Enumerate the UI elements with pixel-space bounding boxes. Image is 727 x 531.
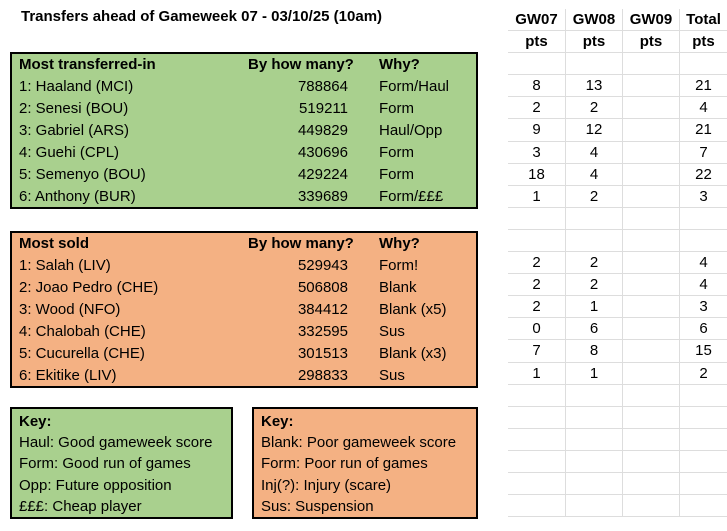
- transfer-count: 301513: [297, 344, 348, 362]
- table-row: [12, 320, 476, 342]
- points-cell: [622, 451, 679, 472]
- table-row: [12, 185, 476, 207]
- points-row: [508, 429, 727, 451]
- points-cell: [508, 208, 565, 229]
- transfer-count: 506808: [297, 279, 348, 297]
- points-row: [508, 142, 727, 164]
- points-cell: [565, 208, 622, 229]
- points-cell: [622, 296, 679, 317]
- points-row: [508, 495, 727, 517]
- points-cell: pts: [565, 31, 622, 52]
- points-cell: [622, 274, 679, 295]
- points-cell: [679, 208, 727, 229]
- points-cell: [622, 142, 679, 163]
- points-cell: [622, 230, 679, 251]
- player-name: 6: Anthony (BUR): [19, 187, 136, 205]
- points-cell: 21: [679, 75, 727, 96]
- points-cell: 4: [565, 142, 622, 163]
- key-title: Key:: [261, 413, 294, 430]
- key-box-most-sold: [252, 407, 478, 519]
- table-row: [12, 364, 476, 386]
- key-line: Sus: Suspension: [261, 497, 374, 515]
- table-header-row: [12, 54, 476, 76]
- key-box-transfers-in: [10, 407, 233, 519]
- points-cell: [679, 495, 727, 516]
- points-cell: 8: [532, 77, 541, 95]
- player-name: 2: Senesi (BOU): [19, 100, 129, 118]
- key-line: Blank: Poor gameweek score: [261, 434, 457, 452]
- player-name: 3: Wood (NFO): [19, 301, 121, 318]
- player-name: 5: Semenyo (BOU): [19, 165, 146, 183]
- points-row: [508, 164, 727, 186]
- points-cell: 1: [532, 364, 541, 382]
- points-row: [508, 473, 727, 495]
- points-cell: 4: [679, 252, 727, 273]
- points-cell: 9: [532, 121, 541, 139]
- points-cell: [508, 451, 565, 472]
- key-line: Form: Good run of games: [19, 455, 191, 473]
- table-row: [12, 120, 476, 142]
- points-cell: [622, 119, 679, 140]
- table-row: [12, 98, 476, 120]
- points-cell: [622, 97, 679, 118]
- points-cell: 2: [565, 274, 622, 295]
- transfer-reason: Form: [379, 165, 414, 183]
- table-header-row: [12, 233, 476, 255]
- key-line: £££: Cheap player: [19, 497, 142, 515]
- table-title: Most transferred-in: [19, 56, 156, 74]
- points-row: [508, 9, 727, 31]
- points-cell: [508, 495, 565, 516]
- points-cell: [679, 230, 727, 251]
- points-cell: 2: [565, 186, 622, 207]
- points-cell: Total: [679, 9, 727, 30]
- points-cell: [622, 53, 679, 74]
- points-cell: [622, 363, 679, 384]
- points-row: [508, 340, 727, 362]
- count-header: By how many?: [248, 235, 354, 253]
- points-cell: [565, 230, 622, 251]
- points-cell: 21: [679, 119, 727, 140]
- transfer-reason: Form: [379, 100, 414, 118]
- points-cell: 2: [532, 298, 541, 316]
- key-title: Key:: [19, 413, 52, 430]
- points-cell: [622, 429, 679, 450]
- points-cell: [565, 407, 622, 428]
- points-cell: [679, 407, 727, 428]
- points-cell: [565, 385, 622, 406]
- transfer-reason: Blank (x5): [379, 301, 447, 318]
- points-cell: [508, 407, 565, 428]
- points-cell: 1: [565, 363, 622, 384]
- points-cell: [622, 318, 679, 339]
- points-cell: 8: [565, 340, 622, 361]
- points-cell: [679, 451, 727, 472]
- table-row: [12, 342, 476, 364]
- points-cell: 4: [565, 164, 622, 185]
- points-cell: [565, 495, 622, 516]
- points-cell: 0: [532, 320, 541, 338]
- points-cell: [622, 186, 679, 207]
- transfer-reason: Form: [379, 143, 414, 161]
- points-cell: 7: [679, 142, 727, 163]
- table-row: [12, 76, 476, 98]
- points-cell: [679, 385, 727, 406]
- points-cell: 2: [532, 276, 541, 294]
- transfer-reason: Form/Haul: [379, 78, 450, 96]
- points-cell: [508, 230, 565, 251]
- points-grid: [508, 9, 727, 517]
- points-cell: [565, 473, 622, 494]
- points-cell: [508, 53, 565, 74]
- table-row: [12, 299, 476, 321]
- points-cell: 6: [679, 318, 727, 339]
- transfer-reason: Sus: [379, 322, 405, 340]
- points-cell: GW07: [515, 11, 558, 28]
- points-cell: [622, 340, 679, 361]
- points-cell: 12: [565, 119, 622, 140]
- transfer-reason: Sus: [379, 366, 405, 384]
- table-title: Most sold: [19, 235, 89, 253]
- points-cell: [622, 208, 679, 229]
- points-cell: GW08: [565, 9, 622, 30]
- points-row: [508, 451, 727, 473]
- table-row: [12, 255, 476, 277]
- points-cell: 3: [532, 143, 541, 161]
- points-cell: [622, 385, 679, 406]
- points-cell: [622, 495, 679, 516]
- points-row: [508, 53, 727, 75]
- points-row: [508, 407, 727, 429]
- points-row: [508, 186, 727, 208]
- points-cell: 6: [565, 318, 622, 339]
- points-row: [508, 385, 727, 407]
- transfer-count: 384412: [297, 301, 348, 318]
- points-cell: [679, 473, 727, 494]
- transfer-count: 298833: [297, 366, 348, 384]
- transfer-count: 430696: [297, 143, 348, 161]
- points-cell: 2: [565, 252, 622, 273]
- transfer-count: 449829: [297, 122, 348, 139]
- points-cell: [565, 451, 622, 472]
- points-cell: pts: [679, 31, 727, 52]
- points-cell: 1: [532, 187, 541, 205]
- player-name: 3: Gabriel (ARS): [19, 122, 130, 139]
- transfer-reason: Blank: [379, 279, 417, 297]
- player-name: 6: Ekitike (LIV): [19, 366, 117, 384]
- points-row: [508, 97, 727, 119]
- points-cell: 4: [679, 274, 727, 295]
- why-header: Why?: [379, 56, 420, 74]
- transfer-reason: Form!: [379, 257, 419, 275]
- transfer-count: 339689: [297, 187, 348, 205]
- points-cell: [622, 473, 679, 494]
- transfer-count: 429224: [297, 165, 348, 183]
- points-cell: 2: [565, 97, 622, 118]
- points-row: [508, 31, 727, 53]
- points-row: [508, 296, 727, 318]
- table-row: [12, 141, 476, 163]
- transfer-reason: Blank (x3): [379, 344, 447, 362]
- why-header: Why?: [379, 235, 420, 253]
- table-row: [12, 277, 476, 299]
- key-line: Form: Poor run of games: [261, 455, 428, 473]
- points-cell: pts: [622, 31, 679, 52]
- transfer-count: 519211: [299, 100, 348, 118]
- most-transferred-in-table: [10, 52, 478, 209]
- table-row: [12, 163, 476, 185]
- transfer-count: 529943: [297, 257, 348, 275]
- points-row: [508, 230, 727, 252]
- points-cell: 7: [532, 342, 541, 360]
- page-title: Transfers ahead of Gameweek 07 - 03/10/25 (10am): [21, 8, 383, 25]
- player-name: 4: Chalobah (CHE): [19, 322, 146, 340]
- points-cell: [565, 429, 622, 450]
- points-cell: 15: [679, 340, 727, 361]
- points-row: [508, 318, 727, 340]
- points-row: [508, 274, 727, 296]
- points-cell: 4: [679, 97, 727, 118]
- points-row: [508, 75, 727, 97]
- player-name: 5: Cucurella (CHE): [19, 344, 145, 362]
- points-row: [508, 363, 727, 385]
- key-line: Inj(?): Injury (scare): [261, 476, 392, 494]
- key-line: Haul: Good gameweek score: [19, 434, 213, 452]
- points-cell: [508, 473, 565, 494]
- points-cell: 2: [532, 99, 541, 117]
- points-cell: [622, 407, 679, 428]
- points-row: [508, 252, 727, 274]
- points-cell: 3: [679, 186, 727, 207]
- points-cell: [679, 53, 727, 74]
- points-cell: GW09: [622, 9, 679, 30]
- player-name: 1: Haaland (MCI): [19, 78, 134, 96]
- player-name: 1: Salah (LIV): [19, 257, 111, 275]
- points-cell: 2: [679, 363, 727, 384]
- most-sold-table: [10, 231, 478, 388]
- points-cell: 2: [532, 254, 541, 272]
- key-line: Opp: Future opposition: [19, 476, 172, 494]
- transfer-count: 332595: [297, 322, 348, 340]
- player-name: 4: Guehi (CPL): [19, 143, 120, 161]
- points-cell: [565, 53, 622, 74]
- points-cell: [508, 385, 565, 406]
- count-header: By how many?: [248, 56, 354, 74]
- points-cell: 1: [565, 296, 622, 317]
- points-cell: [622, 75, 679, 96]
- points-row: [508, 208, 727, 230]
- points-cell: [508, 429, 565, 450]
- points-cell: [679, 429, 727, 450]
- points-cell: 18: [528, 165, 545, 183]
- transfer-reason: Form/£££: [379, 187, 444, 205]
- transfer-count: 788864: [297, 78, 348, 96]
- transfer-reason: Haul/Opp: [379, 122, 443, 139]
- points-cell: 22: [679, 164, 727, 185]
- points-cell: 3: [679, 296, 727, 317]
- points-cell: 13: [565, 75, 622, 96]
- points-cell: pts: [525, 33, 548, 51]
- points-cell: [622, 164, 679, 185]
- player-name: 2: Joao Pedro (CHE): [19, 279, 159, 297]
- points-cell: [622, 252, 679, 273]
- points-row: [508, 119, 727, 141]
